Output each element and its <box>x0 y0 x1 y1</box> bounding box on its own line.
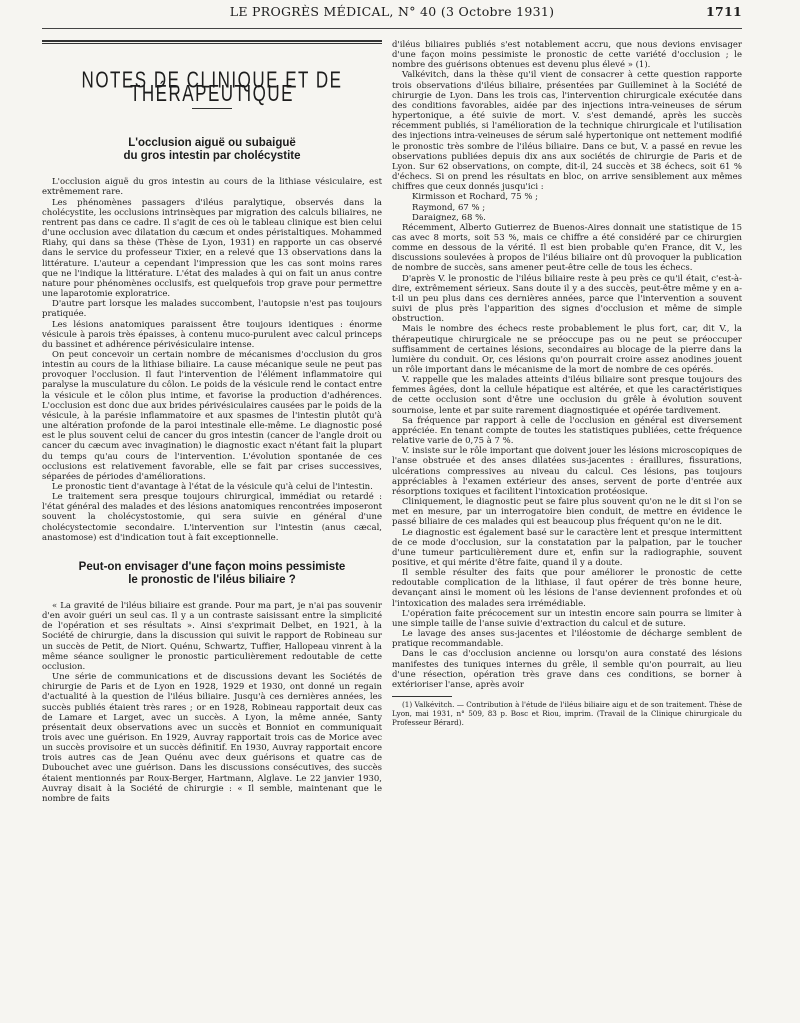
right-paragraph: Sa fréquence par rapport à celle de l'occlusion en général est diversement appréciée. En tenant compte de toutes les statistiques publiées, cette fréquence relative varie de 0,75 à 7 %. <box>392 415 742 447</box>
article1-body <box>42 177 382 543</box>
article1-paragraph: Le traitement sera presque toujours chirurgical, immédiat ou retardé : l'état général des malades et des lésions anatomiques rencontrées imposeront souvent la cholécystostomie, qui sera suivie en général d'une cholécystectomie secondaire. L'intervention sur l'intestin (anus cæcal, anastomose) est d'indication tout à fait exceptionnelle. <box>42 492 382 543</box>
header-divider <box>42 28 742 29</box>
right-paragraph: d'iléus biliaires publiés s'est notablement accru, que nous devions envisager d'une façon moins pessimiste le pronostic de cette variété d'occlusion ; le nombre des guérisons obtenues est devenu plus élevé » (1). <box>392 40 742 71</box>
article1-paragraph: Les phénomènes passagers d'iléus paralytique, observés dans la cholécystite, les occlusions intrinsèques par migration des calculs biliaires, ne rentrent pas dans ce cadre. Il s'agit de ces où le tableau clinique est bien celui d'une occlusion avec dilatation du cæcum et ondes péristaltiques. Mohammed Riahy, qui dans sa thèse (Thèse de Lyon, 1931) en rapporte un cas observé dans le service du professeur Tixier, en a relevé que 13 observations dans la littérature. L'auteur a cependant l'impression que les cas sont moins rares que ne l'indique la littérature. L'état des malades à qui on fait un anus contre nature pour phénomènes occlusifs, est quelquefois trop grave pour permettre une laparotomie exploratrice. <box>42 197 382 300</box>
article1-paragraph: Le pronostic tient d'avantage à l'état de la vésicule qu'à celui de l'intestin. <box>52 482 373 492</box>
article1-title <box>42 137 382 163</box>
article2-body <box>42 601 382 804</box>
right-paragraph: L'opération faite précocement sur un intestin encore sain pourra se limiter à une simple taille de l'anse suivie d'extraction du calcul et de suture. <box>392 608 742 629</box>
article2-title-line2: le pronostic de l'iléus biliaire ? <box>128 573 296 586</box>
right-paragraph: Cliniquement, le diagnostic peut se faire plus souvent qu'on ne le dit si l'on se met en mesure, par un interrogatoire bien conduit, de mettre en évidence le passé biliaire de ces malades qui est beaucoup plus fréquent qu'on ne le dit. <box>392 497 742 528</box>
article1-title-line1: L'occlusion aiguë ou subaiguë <box>128 137 296 150</box>
right-paragraph: Le lavage des anses sus-jacentes et l'iléostomie de décharge semblent de pratique recommandable. <box>392 629 742 650</box>
left-column <box>42 40 382 988</box>
page-number: 1711 <box>706 4 742 19</box>
right-paragraph: V. rappelle que les malades atteints d'iléus biliaire sont presque toujours des femmes âgées, dont la cellule hépatique est altérée, et que les caractéristiques de cette occlusion sont d'être une occlusion du grêle à évolution souvent sournoise, lente et par suite rarement diagnostiquée et opérée tardivement. <box>392 375 742 416</box>
section-top-rule-thick <box>42 40 382 42</box>
page-header <box>42 4 742 26</box>
article2-title <box>42 561 382 587</box>
footnote-divider <box>392 696 452 697</box>
right-paragraph: Mais le nombre des échecs reste probablement le plus fort, car, dit V., la thérapeutique chirurgicale ne se préoccupe pas ou ne peut se préoccuper suffisamment de certaines lésions, secondaires au blocage de la pierre dans la lumière du conduit. Or, ces lésions qu'on pourrait croire assez anodines jouent un rôle important dans le mécanisme de la mort de nombre de ces opérés. <box>392 324 742 375</box>
article1-title-line2: du gros intestin par cholécystite <box>123 150 301 163</box>
right-paragraph: Valkévitch, dans la thèse qu'il vient de consacrer à cette question rapporte trois observations d'iléus biliaire, présentées par Guilleminet à la Société de chirurgie de Lyon. Dans les trois cas, l'intervention chirurgicale exécutée dans des conditions favorables, aidée par des injections intra-veineuses de sérum hypertonique, a été suivie de mort. V. s'est demandé, après les succès récemment publiés, si l'amélioration de la technique chirurgicale et l'utilisation des injections intra-veineuses de sérum salé hypertonique ont nettement modifié le pronostic très sombre de l'iléus biliaire. Dans ce but, V. a passé en revue les observations publiées depuis dix ans aux sociétés de chirurgie de Paris et de Lyon. Sur 62 observations, on compte, dit-il, 24 succès et 38 échecs, soit 61 % d'échecs. Si on prend les résultats en bloc, on arrive sensiblement aux mêmes chiffres que ceux donnés jusqu'ici : <box>392 70 742 193</box>
section-divider <box>192 108 232 109</box>
right-paragraph: V. insiste sur le rôle important que doivent jouer les lésions microscopiques de l'anse obstruée et des anses dilatées sus-jacentes : éraillures, fissurations, ulcérations compressives au niveau du calcul. Ces lésions, pas toujours appréciables à l'examen extérieur des anses, servent de porte d'entrée aux résorptions toxiques et facilitent l'intoxication protéosique. <box>392 446 742 497</box>
article1-paragraph: Les lésions anatomiques paraissent être toujours identiques : énorme vésicule à parois très épaisses, à contenu muco-purulent avec calcul princeps du bassinet et adhérence périvésiculaire intense. <box>42 319 382 350</box>
article1-paragraph: L'occlusion aiguë du gros intestin au cours de la lithiase vésiculaire, est extrêmement rare. <box>42 177 382 198</box>
section-top-rule-thin <box>42 43 382 44</box>
article2-title-line1: Peut-on envisager d'une façon moins pessimiste <box>78 560 346 573</box>
article2-paragraph: Une série de communications et de discussions devant les Sociétés de chirurgie de Paris et de Lyon en 1928, 1929 et 1930, ont donné un regain d'actualité à la question de l'iléus biliaire. Jusqu'à ces dernières années, les succès publiés étaient très rares ; or en 1928, Robineau rapportait deux cas de Lamare et Larget, avec un succès. A Lyon, la même année, Santy présentait deux observations avec un succès et Bonniot en communiquait trois avec une guérison. En 1929, Auvray rapportait trois cas de Morice avec un succès provisoire et un succès définitif. En 1930, Auvray rapportait encore trois autres cas de Jean Quénu avec deux guérisons et quatre cas de Dubouchet avec une guérison. Dans les discussions consécutives, des succès étaient mentionnés par Roux-Berger, Hartmann, Alglave. Le 22 janvier 1930, Auvray disait à la Société de chirurgie : « Il semble, maintenant que le nombre de faits <box>42 672 382 804</box>
right-paragraph: Le diagnostic est également basé sur le caractère lent et presque intermittent de ce mode d'occlusion, sur la constatation par la palpation, par le toucher d'une tumeur particulièrement dure et, enfin sur la radiographie, souvent positive, et qui mérite d'être faite, quand il y a doute. <box>392 527 742 568</box>
statistics-list-item: Kirmisson et Rochard, 75 % ; <box>412 192 538 203</box>
right-paragraph: Il semble résulter des faits que pour améliorer le pronostic de cette redoutable complication de la lithiase, il faut opérer de très bonne heure, devançant ainsi le moment où les lésions de l'anse deviennent profondes et où l'intoxication des malades sera irrémédiable. <box>392 568 742 609</box>
article1-paragraph: On peut concevoir un certain nombre de mécanismes d'occlusion du gros intestin au cours de la lithiase biliaire. La cause mécanique seule ne peut pas provoquer l'occlusion. Il faut l'intervention de l'élément inflammatoire qui paralyse la musculature du côlon. Le poids de la vésicule rend le contact entre la vésicule et le côlon plus intime, et favorise la production d'adhérences. L'occlusion est donc due aux brides périvésiculaires causées par le poids de la vésicule, à la parésie inflammatoire et aux spasmes de l'intestin plutôt qu'à une altération profonde de la paroi intestinale elle-même. Le diagnostic posé est le plus souvent celui de cancer du gros intestin (cancer de l'angle droit ou cancer du cæcum avec invagination) le diagnostic exact n'étant fait la plupart du temps qu'au cours de l'intervention. L'évolution spontanée de ces occlusions est relativement favorable, elle se fait par crises successives, séparées de périodes d'améliorations. <box>42 349 382 482</box>
footnote-text: (1) Valkévitch. — Contribution à l'étude de l'iléus biliaire aigu et de son traitement. Thèse de Lyon, mai 1931, n° 509, 83 p. Bosc et Riou, imprim. (Travail de la Clinique chirurgicale du Professeur Bérard). <box>392 700 742 727</box>
statistics-list-item: Raymond, 67 % ; <box>412 202 486 213</box>
right-column <box>392 40 742 988</box>
footnote <box>392 700 742 727</box>
right-paragraph: Dans le cas d'occlusion ancienne ou lorsqu'on aura constaté des lésions manifestes des tuniques internes du grêle, il semble qu'on pourrait, au lieu d'une résection, opération très grave dans ces conditions, se borner à extérioriser l'anse, après avoir <box>392 649 742 690</box>
journal-title: LE PROGRÈS MÉDICAL, N° 40 (3 Octobre 1931) <box>229 4 555 19</box>
statistics-list <box>392 192 742 222</box>
statistics-list-item: Daraignez, 68 %. <box>412 212 486 223</box>
section-title: NOTES DE CLINIQUE ET DE THÉRAPEUTIQUE <box>81 67 343 107</box>
right-paragraph: Récemment, Alberto Gutierrez de Buenos-Aires donnait une statistique de 15 cas avec 8 morts, soit 53 %, mais ce chiffre a été considéré par ce chirurgien comme en dessous de la vérité. Il est bien probable qu'en France, dit V., les discussions soulevées à propos de l'iléus biliaire ont dû provoquer la publication de nombre de succès, sans amener peut-être celle de tous les échecs. <box>392 222 742 274</box>
right-paragraph: D'après V. le pronostic de l'iléus biliaire reste à peu près ce qu'il était, c'est-à-dire, extrêmement sérieux. Sans doute il y a des succès, peut-être même y en a-t-il un peu plus dans ces dernières années, parce que l'intervention a souvent suivi de plus près l'apparition des signes d'occlusion et même de simple obstruction. <box>392 273 742 325</box>
article1-paragraph: D'autre part lorsque les malades succombent, l'autopsie n'est pas toujours pratiquée. <box>42 299 382 320</box>
article2-paragraph: « La gravité de l'iléus biliaire est grande. Pour ma part, je n'ai pas souvenir d'en avoir guéri un seul cas. Il y a un contraste saisissant entre la simplicité de l'opération et ses résultats ». Ainsi s'exprimait Delbet, en 1921, à la Société de chirurgie, dans la discussion qui suivit le rapport de Robineau sur un succès de Petit, de Niort. Quénu, Schwartz, Tuffier, Hallopeau vinrent à la même séance souligner le pronostic particulièrement redoutable de cette occlusion. <box>42 600 382 672</box>
